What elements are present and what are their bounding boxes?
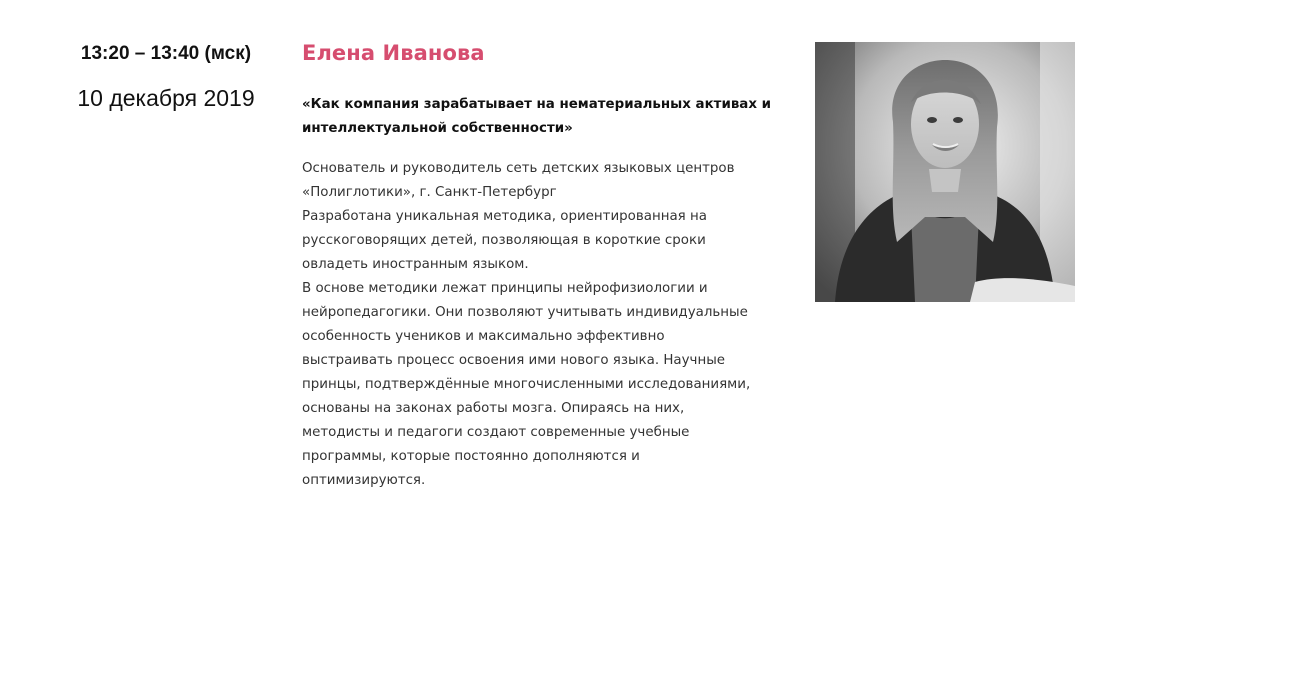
session-date: 10 декабря 2019 <box>77 85 255 111</box>
speaker-portrait-icon <box>815 42 1075 302</box>
bio-line: Основатель и руководитель сеть детских языковых центров <box>302 161 735 176</box>
talk-title <box>302 93 772 141</box>
bio-line: Разработана уникальная методика, ориентированная на <box>302 209 707 224</box>
speaker-photo <box>815 42 1075 302</box>
bio-line: оптимизируются. <box>302 473 426 488</box>
bio-line: программы, которые постоянно дополняются и <box>302 449 640 464</box>
bio-line: В основе методики лежат принципы нейрофизиологии и <box>302 281 708 296</box>
speaker-name: Елена Иванова <box>302 41 485 65</box>
bio-line: особенность учеников и максимально эффективно <box>302 329 665 344</box>
talk-title-line: интеллектуальной собственности» <box>302 121 573 136</box>
bio-line: нейропедагогики. Они позволяют учитывать индивидуальные <box>302 305 748 320</box>
speaker-info <box>302 38 772 493</box>
bio-line: методисты и педагоги создают современные учебные <box>302 425 690 440</box>
session-time-block <box>60 40 272 112</box>
bio-line: основаны на законах работы мозга. Опираясь на них, <box>302 401 685 416</box>
session-time-range: 13:20 – 13:40 (мск) <box>80 43 252 64</box>
talk-title-line: «Как компания зарабатывает на нематериальных активах и <box>302 97 772 112</box>
bio-line: выстраивать процесс освоения ими нового языка. Научные <box>302 353 726 368</box>
bio-line: «Полиглотики», г. Санкт-Петербург <box>302 185 557 200</box>
bio-line: овладеть иностранным языком. <box>302 257 529 272</box>
bio-line: принцы, подтверждённые многочисленными исследованиями, <box>302 377 751 392</box>
bio-line: русскоговорящих детей, позволяющая в короткие сроки <box>302 233 706 248</box>
speaker-bio <box>302 157 762 493</box>
